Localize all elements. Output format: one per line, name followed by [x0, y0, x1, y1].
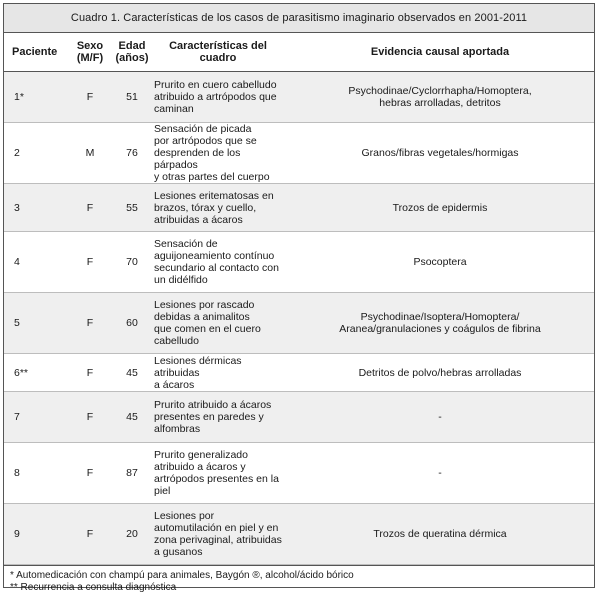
- evidencia-line: Trozos de epidermis: [392, 201, 488, 214]
- caracteristicas-line: a ácaros: [154, 378, 195, 391]
- caracteristicas-line: que comen en el cuero: [154, 323, 261, 335]
- cell-evidencia: [286, 184, 594, 232]
- caracteristicas-line: y otras partes del cuerpo: [154, 171, 270, 183]
- cell-evidencia: [286, 392, 594, 443]
- header-caracteristicas: Características del cuadro: [150, 33, 286, 72]
- table-row: [4, 504, 594, 565]
- cell-edad: 45: [126, 366, 138, 379]
- cell-caracteristicas: [150, 293, 286, 354]
- caracteristicas-line: atribuidas a ácaros: [154, 213, 243, 226]
- caracteristicas-line: artrópodos presentes en la: [154, 473, 279, 485]
- cell-sexo: F: [86, 317, 94, 329]
- cell-evidencia: [286, 443, 594, 504]
- evidencia-line: Detritos de polvo/hebras arrolladas: [358, 366, 522, 379]
- table-body: [4, 72, 594, 565]
- cell-paciente: 6**: [14, 366, 29, 379]
- footnote-1: * Automedicación con champú para animales, Baygón ®, alcohol/ácido bórico: [10, 570, 354, 581]
- table-row: [4, 443, 594, 504]
- table-row: [4, 232, 594, 293]
- caracteristicas-line: a gusanos: [154, 546, 203, 558]
- header-sexo: Sexo (M/F): [66, 33, 114, 72]
- caracteristicas-line: piel: [154, 485, 171, 497]
- cell-sexo: F: [86, 366, 94, 379]
- caracteristicas-line: por artrópodos que se: [154, 135, 257, 147]
- caracteristicas-line: debidas a animalitos: [154, 311, 250, 323]
- cell-evidencia: [286, 504, 594, 565]
- caracteristicas-line: presentes en paredes y: [154, 411, 264, 423]
- cell-caracteristicas: [150, 443, 286, 504]
- table-row: [4, 293, 594, 354]
- cell-paciente: 3: [14, 201, 20, 214]
- caracteristicas-line: alfombras: [154, 423, 201, 435]
- cell-sexo: F: [86, 528, 94, 540]
- cell-sexo: F: [86, 411, 94, 423]
- cell-evidencia: [286, 354, 594, 392]
- cell-caracteristicas: [150, 354, 286, 392]
- evidencia-line: Psychodinae/Cyclorrhapha/Homoptera,: [348, 85, 532, 97]
- table-row: [4, 354, 594, 392]
- cell-edad: 51: [126, 91, 138, 103]
- caracteristicas-line: brazos, tórax y cuello,: [154, 201, 257, 214]
- cell-sexo: F: [86, 467, 94, 479]
- cell-sexo: M: [85, 147, 95, 159]
- cell-edad: 70: [126, 256, 138, 268]
- caracteristicas-line: Prurito generalizado: [154, 449, 248, 461]
- cell-paciente: 8: [14, 467, 20, 479]
- caracteristicas-line: cabelludo: [154, 335, 199, 347]
- evidencia-line: -: [438, 467, 442, 479]
- header-row: [4, 33, 594, 72]
- cell-edad: 55: [126, 201, 138, 214]
- cell-paciente: 1*: [14, 91, 24, 103]
- table-frame: [3, 3, 595, 593]
- caracteristicas-line: desprenden de los párpados: [154, 147, 241, 171]
- evidencia-line: Psocoptera: [413, 256, 467, 268]
- cell-caracteristicas: [150, 72, 286, 123]
- cell-edad: 87: [126, 467, 138, 479]
- footnotes: [4, 565, 594, 594]
- evidencia-line: -: [438, 411, 442, 423]
- evidencia-line: hebras arrolladas, detritos: [379, 97, 501, 109]
- cell-paciente: 4: [14, 256, 20, 268]
- cell-caracteristicas: [150, 392, 286, 443]
- caracteristicas-line: un didélfido: [154, 274, 208, 286]
- caracteristicas-line: Sensación de picada: [154, 123, 252, 135]
- caracteristicas-line: Sensación de: [154, 238, 218, 250]
- table-row: [4, 392, 594, 443]
- caracteristicas-line: automutilación en piel y en: [154, 522, 279, 534]
- caracteristicas-line: Lesiones por rascado: [154, 299, 255, 311]
- caracteristicas-line: secundario al contacto con: [154, 262, 279, 274]
- table-row: [4, 184, 594, 232]
- cell-paciente: 7: [14, 411, 20, 423]
- cell-caracteristicas: [150, 232, 286, 293]
- cell-evidencia: [286, 293, 594, 354]
- cell-sexo: F: [86, 201, 94, 214]
- table-caption: Cuadro 1. Características de los casos de parasitismo imaginario observados en 2001-2011: [4, 4, 594, 33]
- cases-table: [4, 33, 594, 565]
- evidencia-line: Psychodinae/Isoptera/Homoptera/: [360, 311, 520, 323]
- caracteristicas-line: Prurito atribuido a ácaros: [154, 399, 272, 411]
- cell-paciente: 5: [14, 317, 20, 329]
- caracteristicas-line: atribuido a artrópodos que: [154, 91, 277, 103]
- cell-caracteristicas: [150, 504, 286, 565]
- header-paciente: Paciente: [4, 33, 66, 72]
- evidencia-line: Trozos de queratina dérmica: [373, 528, 507, 540]
- cell-edad: 45: [126, 411, 138, 423]
- caracteristicas-line: atribuido a ácaros y: [154, 461, 246, 473]
- evidencia-line: Aranea/granulaciones y coágulos de fibrina: [339, 323, 541, 335]
- caracteristicas-line: caminan: [154, 103, 194, 115]
- footnote-2: ** Recurrencia a consulta diagnóstica: [10, 582, 177, 593]
- cell-caracteristicas: [150, 123, 286, 184]
- header-evidencia: Evidencia causal aportada: [286, 33, 594, 72]
- cell-caracteristicas: [150, 184, 286, 232]
- cell-sexo: F: [86, 256, 94, 268]
- evidencia-line: Granos/fibras vegetales/hormigas: [361, 147, 519, 159]
- caracteristicas-line: aguijoneamiento contínuo: [154, 250, 275, 262]
- cell-edad: 76: [126, 147, 138, 159]
- cell-evidencia: [286, 232, 594, 293]
- caracteristicas-line: zona perivaginal, atribuidas: [154, 534, 282, 546]
- cell-edad: 20: [126, 528, 138, 540]
- cell-evidencia: [286, 72, 594, 123]
- table-row: [4, 123, 594, 184]
- cell-sexo: F: [86, 91, 94, 103]
- cell-edad: 60: [126, 317, 138, 329]
- caracteristicas-line: Prurito en cuero cabelludo: [154, 79, 277, 91]
- caracteristicas-line: Lesiones eritematosas en: [154, 189, 274, 202]
- caracteristicas-line: Lesiones por: [154, 510, 215, 522]
- cell-evidencia: [286, 123, 594, 184]
- cell-paciente: 9: [14, 528, 20, 540]
- caracteristicas-line: Lesiones dérmicas atribuidas: [154, 354, 242, 379]
- table-row: [4, 72, 594, 123]
- header-edad: Edad (años): [114, 33, 150, 72]
- cell-paciente: 2: [14, 147, 20, 159]
